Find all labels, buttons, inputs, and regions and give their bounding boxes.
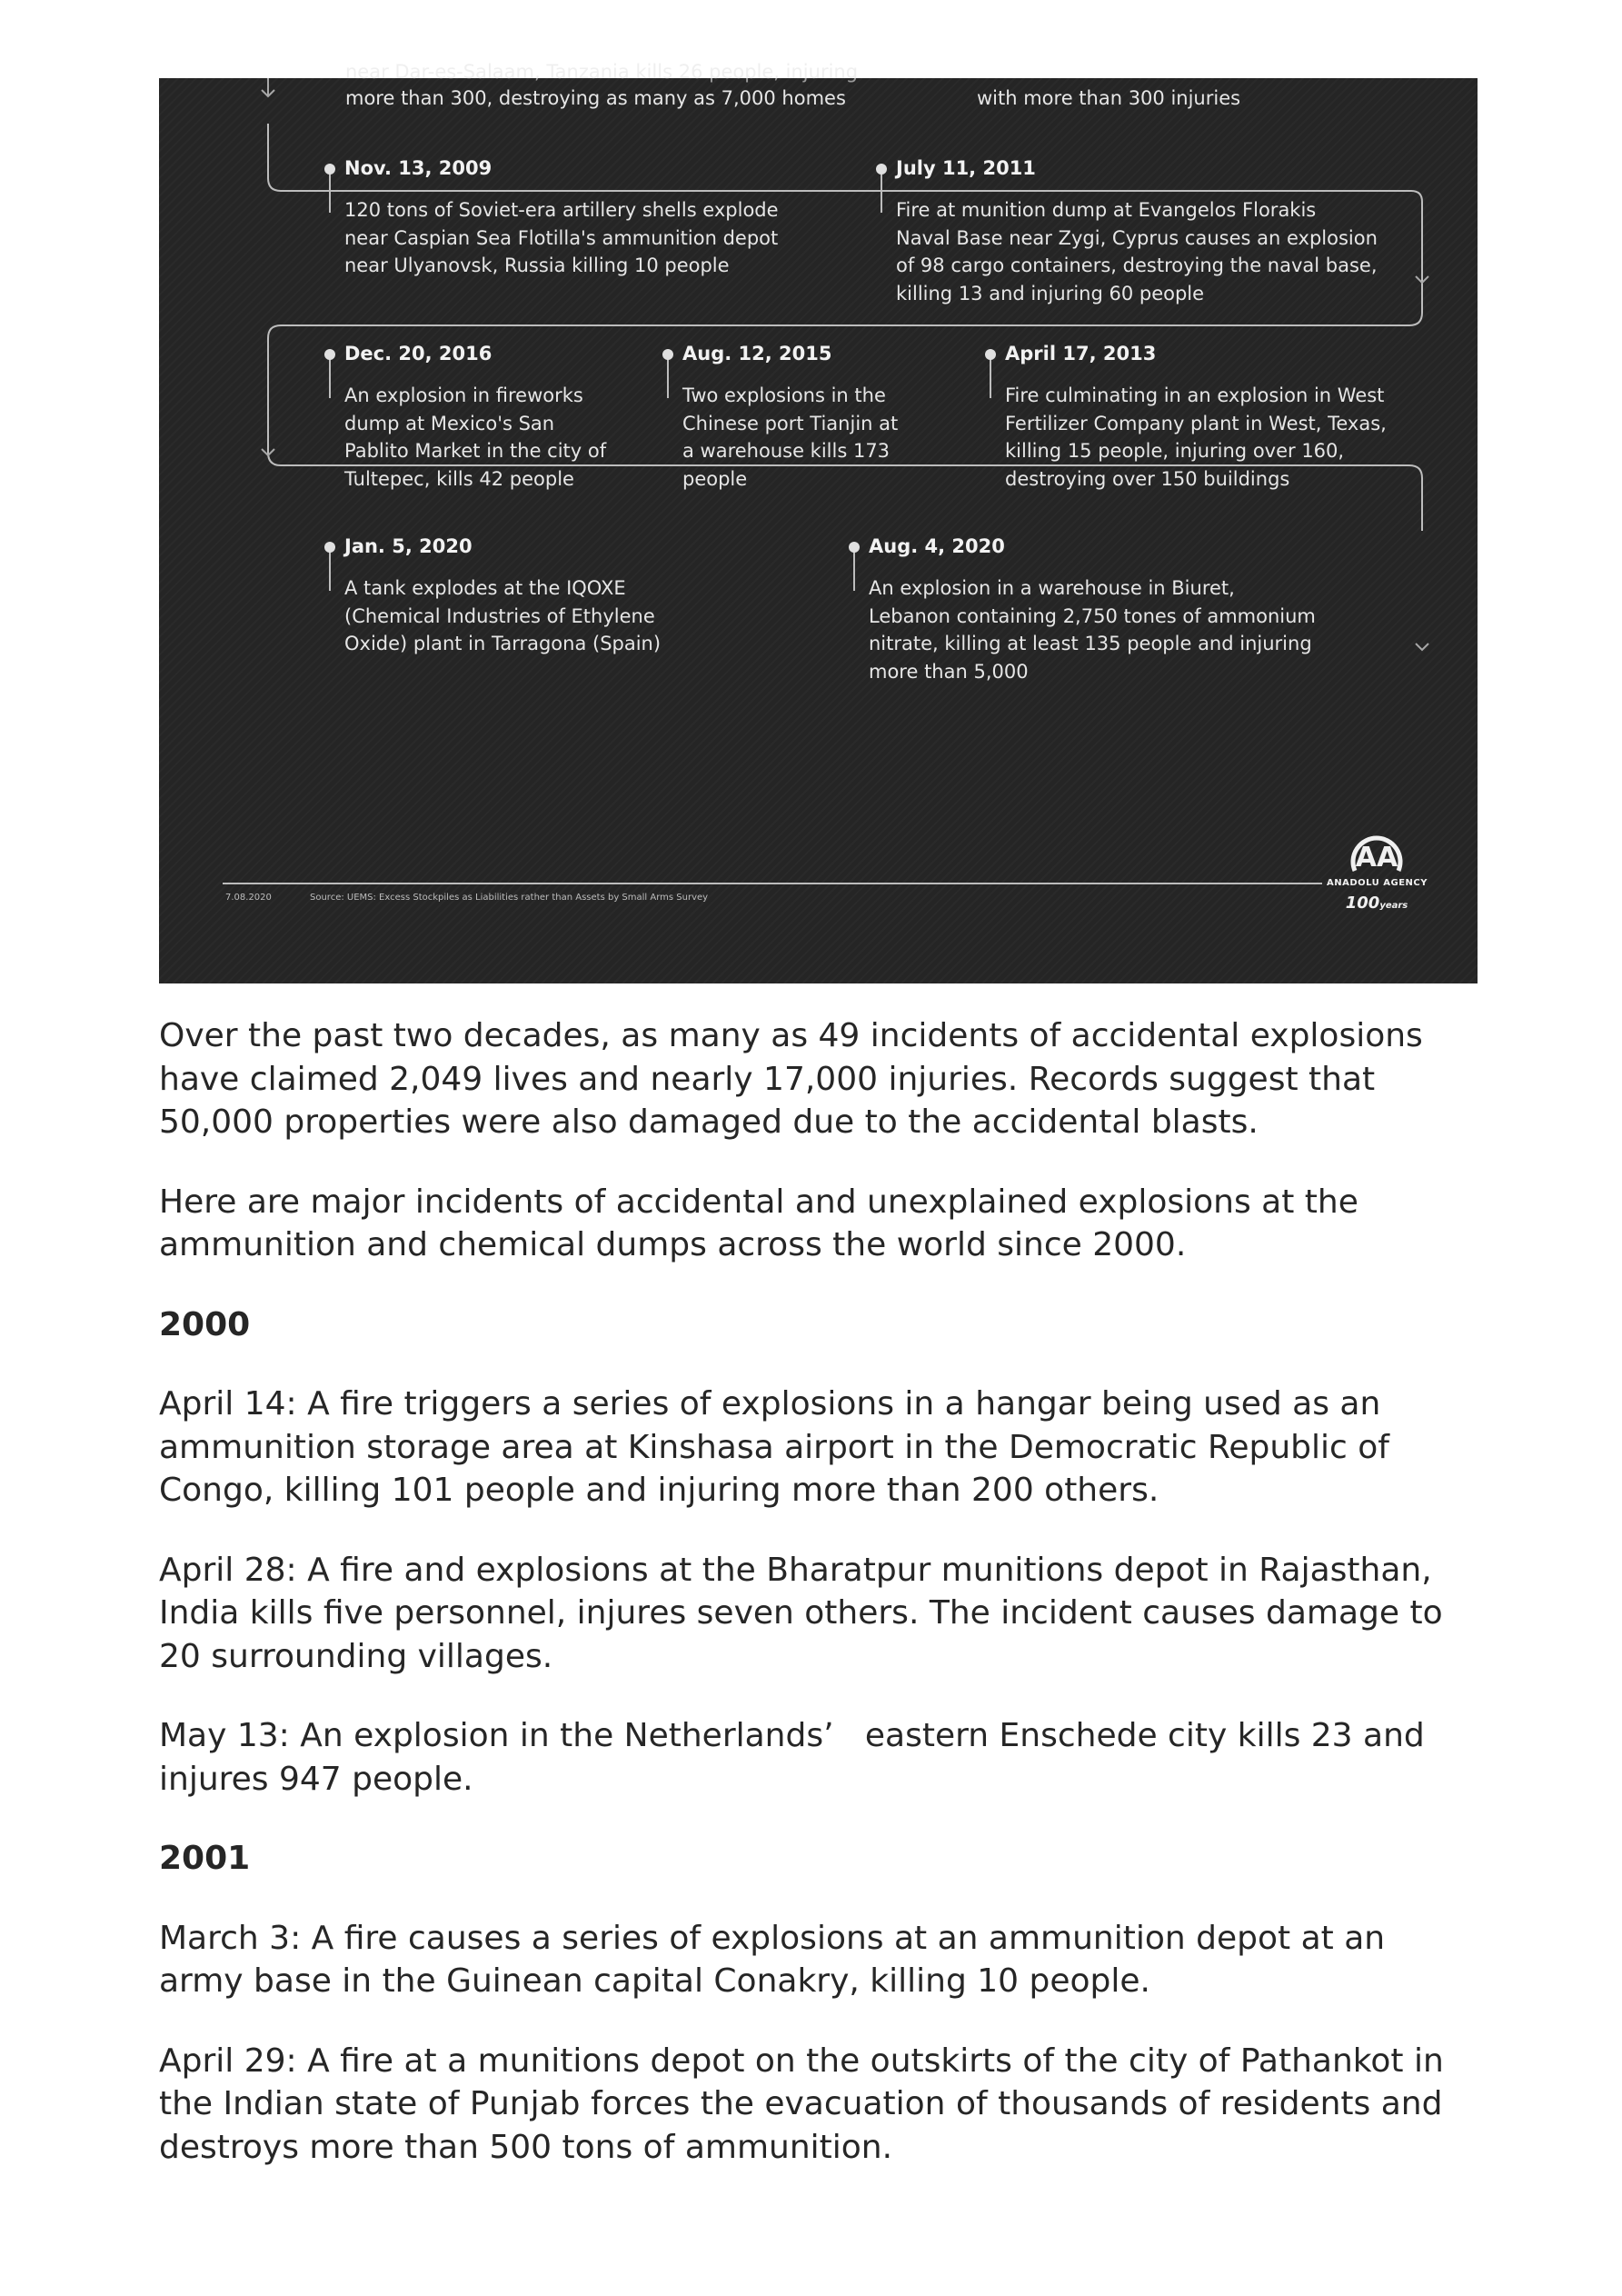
infographic-date: 7.08.2020 xyxy=(225,893,272,903)
anadolu-agency-logo xyxy=(1327,824,1427,913)
event-date: April 17, 2013 xyxy=(1005,343,1157,364)
event-date: Nov. 13, 2009 xyxy=(344,157,493,179)
event-description: An explosion in fireworks dump at Mexico's San Pablito Market in the city of Tultepec, kills 42 people xyxy=(344,384,607,490)
incident-paragraph: May 13: An explosion in the Netherlands’ eastern Enschede city kills 23 and injures 947 people. xyxy=(159,1717,1425,1798)
cut-off-entry-left: near Dar-es-Salaam, Tanzania kills 26 people, injuring xyxy=(345,61,859,83)
year-heading: 2000 xyxy=(159,1305,251,1343)
event-date: Aug. 12, 2015 xyxy=(682,343,832,364)
intro-paragraph: Over the past two decades, as many as 49 incidents of accidental explosions have claimed 2,049 lives and nearly 17,000 injuries. Records suggest that 50,000 properties were also damaged due to the accidental blasts. xyxy=(159,1017,1423,1141)
event-description: Two explosions in the Chinese port Tianjin at a warehouse kills 173 people xyxy=(682,384,899,490)
event-description: Fire at munition dump at Evangelos Florakis Naval Base near Zygi, Cyprus causes an explosion of 98 cargo containers, destroying the naval base, killing 13 and injuring 60 people xyxy=(896,199,1378,304)
incident-paragraph: March 3: A fire causes a series of explosions at an ammunition depot at an army base in the Guinean capital Conakry, killing 10 people. xyxy=(159,1919,1386,2000)
intro-paragraph: Here are major incidents of accidental and unexplained explosions at the ammunition and chemical dumps across the world since 2000. xyxy=(159,1183,1358,1263)
aa-logo-icon xyxy=(1348,824,1406,874)
event-date: Jan. 5, 2020 xyxy=(344,535,473,557)
event-date: Aug. 4, 2020 xyxy=(869,535,1005,557)
incident-paragraph: April 14: A fire triggers a series of explosions in a hangar being used as an ammunition storage area at Kinshasa airport in the Democratic Republic of Congo, killing 101 people and injuring more than 200 others. xyxy=(159,1385,1389,1509)
event-date: Dec. 20, 2016 xyxy=(344,343,493,364)
incident-paragraph: April 29: A fire at a munitions depot on the outskirts of the city of Pathankot in the Indian state of Punjab forces the evacuation of thousands of residents and destroys more than 500 tons of ammunition. xyxy=(159,2041,1444,2166)
event-description: A tank explodes at the IQOXE (Chemical Industries of Ethylene Oxide) plant in Tarragona (Spain) xyxy=(344,577,662,654)
cut-off-entry-right-line: with more than 300 injuries xyxy=(977,87,1241,109)
logo-100-years: 100years xyxy=(1345,893,1408,913)
article-body xyxy=(159,1014,1477,2205)
logo-agency-name: ANADOLU AGENCY xyxy=(1327,878,1428,888)
event-description: Fire culminating in an explosion in West Fertilizer Company plant in West, Texas, killing 15 people, injuring over 160, destroying over 150 buildings xyxy=(1005,384,1387,490)
event-date: July 11, 2011 xyxy=(896,157,1036,179)
event-description: 120 tons of Soviet-era artillery shells explode near Caspian Sea Flotilla's ammunition depot near Ulyanovsk, Russia killing 10 people xyxy=(344,199,779,276)
year-heading: 2001 xyxy=(159,1840,251,1877)
infographic-source: Source: UEMS: Excess Stockpiles as Liabilities rather than Assets by Small Arms Survey xyxy=(310,893,709,903)
explosions-timeline-infographic xyxy=(159,61,1478,983)
cut-off-entry-left-line: more than 300, destroying as many as 7,000 homes xyxy=(345,87,846,109)
svg-text:AA: AA xyxy=(1355,842,1398,873)
event-description: An explosion in a warehouse in Biuret, Lebanon containing 2,750 tones of ammonium nitrate, killing at least 135 people and injuring more than 5,000 xyxy=(869,577,1316,683)
incident-paragraph: April 28: A fire and explosions at the Bharatpur munitions depot in Rajasthan, India kills five personnel, injures seven others. The incident causes damage to 20 surrounding villages. xyxy=(159,1551,1443,1675)
